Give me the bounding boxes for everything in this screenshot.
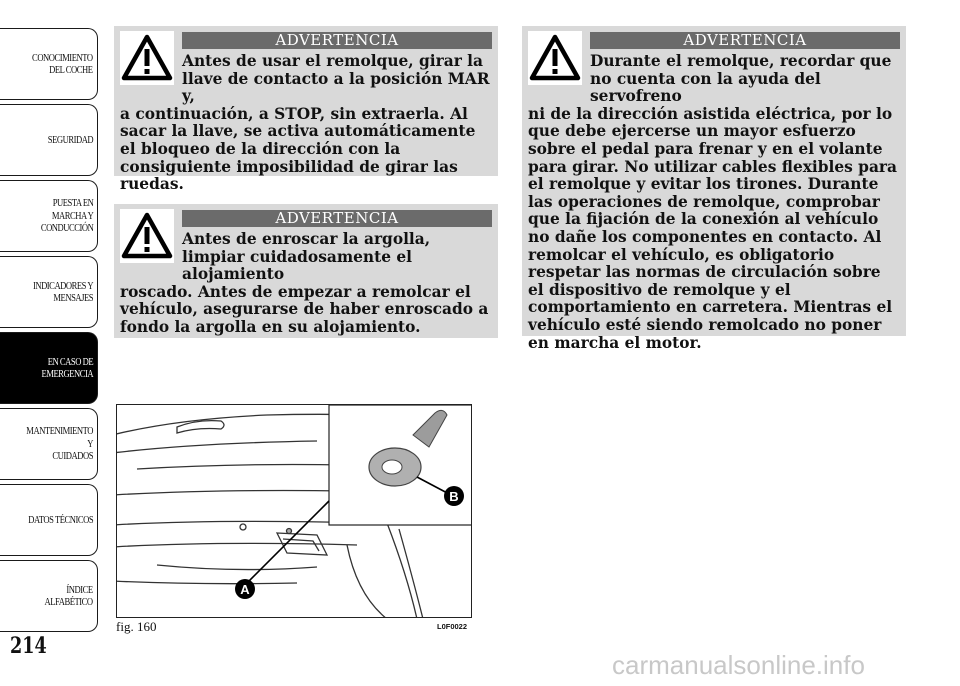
tab-conocimiento-del-coche[interactable] <box>0 28 98 100</box>
warning-text <box>528 53 900 352</box>
warning-title: ADVERTENCIA <box>182 210 492 227</box>
figure-caption: fig. 160 <box>116 619 157 634</box>
tab-indice-alfabetico[interactable] <box>0 560 98 632</box>
warning-body: roscado. Antes de empezar a remolcar el vehículo, asegurarse de haber enroscado a fondo la argolla en su alojamiento. <box>120 282 489 336</box>
warning-title: ADVERTENCIA <box>590 32 900 49</box>
warning-lead: Antes de usar el remolque, girar la llave de contacto a la posición MAR y, <box>182 52 490 106</box>
tab-label: ÍNDICE ALFABÉTICO <box>44 583 93 608</box>
figure-code: L0F0022 <box>437 622 468 631</box>
warning-box-towing <box>522 26 906 352</box>
warning-title: ADVERTENCIA <box>182 32 492 49</box>
tab-label: DATOS TÉCNICOS <box>28 513 93 526</box>
warning-box-tow-ring <box>114 204 498 338</box>
tow-ring-illustration <box>116 404 472 618</box>
tab-seguridad[interactable] <box>0 104 98 176</box>
warning-lead: Antes de enroscar la argolla, limpiar cuidadosamente el alojamiento <box>182 230 431 284</box>
tab-en-caso-de-emergencia[interactable] <box>0 332 98 404</box>
tab-label: INDICADORES Y MENSAJES <box>32 279 93 304</box>
tab-mantenimiento-cuidados[interactable] <box>0 408 98 480</box>
warning-body: ni de la dirección asistida eléctrica, por lo que debe ejercerse un mayor esfuerzo sobre el pedal para frenar y en el volante para girar. No utilizar cables flexibles para el remolque y evitar los tirones. Durante las operaciones de remolque, comprobar que la fijación de la conexión al vehículo no dañe los componentes en contacto. Al remolcar el vehículo, es obligatorio respetar las normas de circulación sobre el dispositivo de remolque y el comportamiento en carretera. Mientras el vehículo esté siendo remolcado no poner en marcha el motor. <box>528 104 897 352</box>
tab-label: PUESTA EN MARCHA Y CONDUCCIÓN <box>40 197 93 235</box>
tab-label: CONOCIMIENTO DEL COCHE <box>32 51 93 76</box>
tab-indicadores-mensajes[interactable] <box>0 256 98 328</box>
warning-box-ignition <box>114 26 498 194</box>
warning-text <box>120 231 492 337</box>
callout-a: A <box>240 582 250 597</box>
tab-datos-tecnicos[interactable] <box>0 484 98 556</box>
tab-label: EN CASO DE EMERGENCIA <box>41 355 93 380</box>
warning-triangle-icon <box>528 31 582 85</box>
tab-label: MANTENIMIENTO Y CUIDADOS <box>26 425 94 463</box>
warning-triangle-icon <box>120 31 174 85</box>
warning-text <box>120 53 492 194</box>
page-number: 214 <box>10 633 47 659</box>
warning-triangle-icon <box>120 209 174 263</box>
warning-lead: Durante el remolque, recordar que no cuenta con la ayuda del servofreno <box>590 52 892 106</box>
tab-label: SEGURIDAD <box>47 133 93 146</box>
warning-body: a continuación, a STOP, sin extraerla. Al sacar la llave, se activa automáticamente el bloqueo de la dirección con la consiguiente imposibilidad de girar las ruedas. <box>120 104 476 194</box>
callout-b: B <box>449 489 459 504</box>
tab-puesta-en-marcha[interactable] <box>0 180 98 252</box>
watermark: carmanualsonline.info <box>612 650 865 680</box>
